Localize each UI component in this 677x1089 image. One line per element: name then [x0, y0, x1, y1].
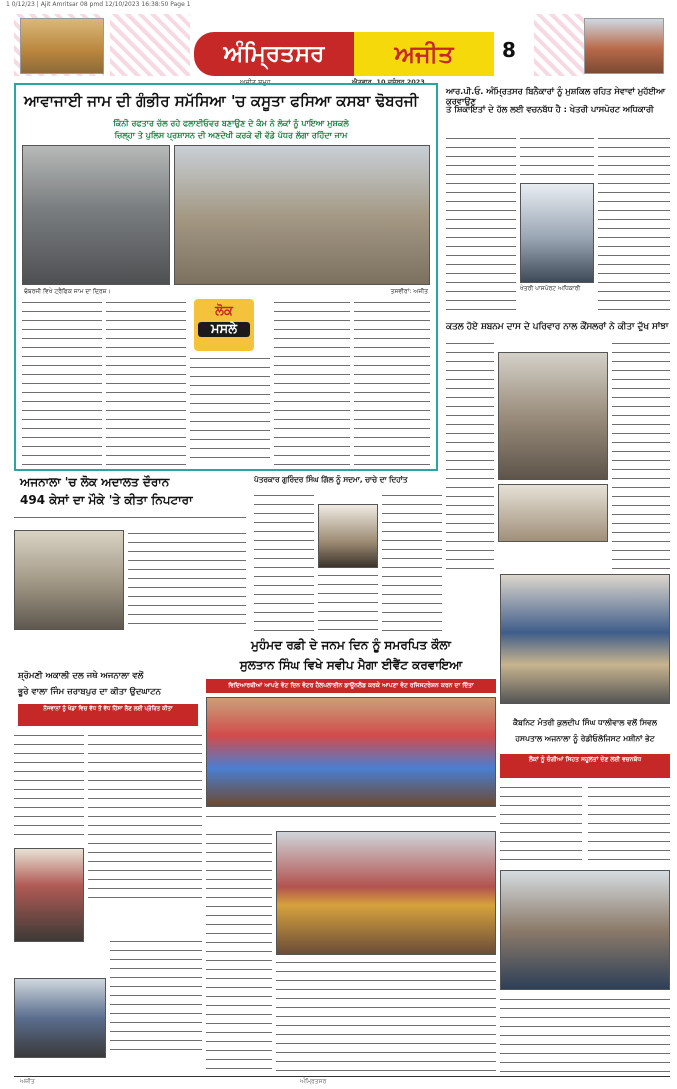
story-hospital-machines — [500, 574, 670, 1078]
story1-column-5 — [354, 299, 430, 465]
story2-column-3 — [598, 135, 670, 313]
story1-headline: ਆਵਾਜਾਈ ਜਾਮ ਦੀ ਗੰਭੀਰ ਸਮੱਸਿਆ 'ਚ ਕਸੂਤਾ ਫਸਿਆ ਕਸਬਾ ਢੋਬਰਜੀ — [24, 92, 419, 110]
story4-headline-1: ਅਜਨਾਲਾ 'ਚ ਲੋਕ ਅਦਾਲਤ ਦੌਰਾਨ — [20, 475, 170, 489]
story3-column-1 — [446, 340, 494, 480]
hospital-photo — [500, 574, 670, 704]
sveep-performers-photo — [276, 831, 496, 955]
obituary-photo — [318, 504, 378, 568]
story8-column-2 — [588, 784, 670, 864]
story6-column-2 — [276, 959, 496, 1075]
story8-column-1 — [500, 784, 582, 864]
story1-subhead-2: ਜ਼ਿਲ੍ਹਾ ਤੇ ਪੁਲਿਸ ਪ੍ਰਸ਼ਾਸਨ ਦੀ ਅਣਦੇਖੀ ਕਰਕੇ ਵੀ ਵੱਡੇ ਪੱਧਰ ਲੱਗਾ ਰਹਿੰਦਾ ਜਾਮ — [114, 131, 348, 140]
story8-headline-2: ਹਸਪਤਾਲ ਅਜਨਾਲਾ ਨੂੰ ਰੇਡੀਓਲੋਜਿਸਟ ਮਸ਼ੀਨਾਂ ਭੇਟ — [515, 734, 655, 743]
story5-column-3 — [382, 492, 442, 632]
story1-credit: ਤਸਵੀਰਾਂ: ਅਜੀਤ — [390, 288, 428, 295]
story6-headline-1: ਮੁਹੰਮਦ ਰਫ਼ੀ ਦੇ ਜਨਮ ਦਿਨ ਨੂੰ ਸਮਰਪਿਤ ਕੌਲਾ — [251, 638, 451, 652]
hospital-staff-photo — [500, 870, 670, 990]
masthead — [194, 32, 494, 76]
story1-column-1 — [22, 299, 102, 465]
officer-photo — [520, 183, 594, 283]
story2-column-2 — [520, 135, 594, 179]
story1-column-2 — [106, 299, 186, 465]
gym-photo-2 — [14, 978, 106, 1058]
footer-left: ਅਜੀਤ — [20, 1078, 35, 1085]
story8-headline-1: ਕੈਬਨਿਟ ਮੰਤਰੀ ਕੁਲਦੀਪ ਸਿੰਘ ਧਾਲੀਵਾਲ ਵਲੋਂ ਸਿਵਲ — [512, 718, 658, 727]
story7-column-3 — [110, 938, 202, 1058]
story1-column-4 — [274, 299, 350, 465]
story1-column-3 — [190, 355, 270, 465]
story3-headline: ਕਤਲ ਹੋਏ ਸ਼ਬਨਮ ਦਾਸ ਦੇ ਪਰਿਵਾਰ ਨਾਲ ਕੌਂਸਲਰਾਂ ਨੇ ਕੀਤਾ ਦੁੱਖ ਸਾਂਝਾ — [446, 322, 669, 332]
condolence-photo — [498, 352, 608, 480]
lok-adalat-photo — [14, 530, 124, 630]
story2-column-1 — [446, 135, 516, 313]
lok-masle-badge — [194, 299, 254, 351]
page-number: 8 — [502, 38, 516, 62]
story7-column-1 — [14, 732, 84, 840]
story6-headline-2: ਸੁਲਤਾਨ ਸਿੰਘ ਵਿਖੇ ਸਵੀਪ ਮੈਗਾ ਈਵੈਂਟ ਕਰਵਾਇਆ — [239, 658, 463, 672]
story8-caption — [500, 707, 670, 715]
story8-redbar: ਲੋਕਾਂ ਨੂੰ ਚੰਗੀਆਂ ਸਿਹਤ ਸਹੂਲਤਾਂ ਦੇਣ ਲਈ ਵਚਨਬੱਧ — [500, 754, 670, 778]
story5-column-2 — [318, 572, 378, 632]
masthead-name: ਅਜੀਤ — [354, 32, 494, 76]
badge-top-text: ਲੋਕ — [215, 304, 233, 319]
header-pattern-left2 — [110, 14, 190, 76]
story-gym-inauguration — [14, 638, 202, 1078]
page-header — [14, 14, 664, 86]
footer-rule — [14, 1076, 670, 1077]
story2-headline-2: ਤੇ ਸ਼ਿਕਾਇਤਾਂ ਦੇ ਹੱਲ ਲਈ ਵਚਨਬੱਧ ਹੈ : ਖੇਤਰੀ ਪਾਸਪੋਰਟ ਅਧਿਕਾਰੀ — [446, 104, 654, 114]
traffic-photo-2 — [174, 145, 430, 285]
story5-headline: ਪੱਤਰਕਾਰ ਗੁਰਿੰਦਰ ਸਿੰਘ ਗਿੱਲ ਨੂੰ ਸਦਮਾ, ਚਾਚੇ ਦਾ ਦਿਹਾਂਤ — [254, 475, 408, 484]
story7-headline-2: ਭੂਰੇ ਵਾਲਾ ਜਿੰਮ ਜ਼ਰਾਬਪੁਰ ਦਾ ਕੀਤਾ ਉਦਘਾਟਨ — [18, 687, 161, 697]
story5-column-1 — [254, 492, 314, 632]
traffic-photo-1 — [22, 145, 170, 285]
story2-headline-1: ਆਰ.ਪੀ.ਓ. ਅੰਮ੍ਰਿਤਸਰ ਬਿਨੈਕਾਰਾਂ ਨੂੰ ਮੁਸ਼ਕਿਲ ਰਹਿਤ ਸੇਵਾਵਾਂ ਮੁਹੱਈਆ ਕਰਵਾਉਣ — [446, 86, 666, 106]
story-condolence — [446, 322, 670, 572]
story-passport-office — [446, 83, 670, 318]
story-sveep-event — [206, 637, 496, 1077]
story6-column-1 — [206, 831, 272, 1075]
masthead-sub: ਅਜੀਤ ਸਮੂਹ — [240, 78, 271, 86]
heritage-building-image — [584, 18, 664, 74]
story8-column-3 — [500, 996, 670, 1072]
story-traffic-jam — [14, 83, 438, 471]
badge-bottom-text: ਮਸਲੇ — [198, 322, 250, 337]
story4-dateline — [14, 514, 246, 526]
story7-headline-1: ਸ਼੍ਰੋਮਣੀ ਅਕਾਲੀ ਦਲ ਜਥੇ ਅਜਨਾਲਾ ਵਲੋਂ — [18, 671, 144, 681]
sveep-group-photo — [206, 697, 496, 807]
gym-photo-1 — [14, 848, 84, 942]
story2-caption: ਖੇਤਰੀ ਪਾਸਪੋਰਟ ਅਧਿਕਾਰੀ — [520, 285, 581, 292]
story1-caption: ਢੋਬਰਜੀ ਵਿਖੇ ਟ੍ਰੈਫਿਕ ਜਾਮ ਦਾ ਦ੍ਰਿਸ਼। — [24, 288, 111, 295]
footer-center: ਅੰਮ੍ਰਿਤਸਰ — [300, 1078, 327, 1085]
story3-column-3 — [446, 484, 494, 570]
golden-temple-image — [20, 18, 104, 74]
story7-column-2 — [88, 732, 202, 906]
story1-subhead-1: ਕਿੰਨੀ ਰਫਤਾਰ ਚੱਲ ਰਹੇ ਫਲਾਈਓਵਰ ਬਣਾਉਣ ਦੇ ਕੰਮ ਨੇ ਲੋਕਾਂ ਨੂੰ ਪਾਇਆ ਮੁਸ਼ਕਲੇ — [113, 119, 349, 128]
story6-caption-line — [206, 813, 496, 825]
print-slug: 1 0/12/23 | Ajit Amritsar 08 pmd 12/10/2023 16:38:50 Page 1 — [6, 1, 191, 8]
story4-column — [128, 530, 246, 630]
story7-redbar: ਨੌਜਵਾਨਾਂ ਨੂੰ ਖੇਡਾਂ ਵਿਚ ਵੱਧ ਤੋਂ ਵੱਧ ਹਿੱਸਾ ਲੈਣ ਲਈ ਪ੍ਰੇਰਿਤ ਕੀਤਾ — [18, 704, 198, 726]
issue-date: ਐਤਵਾਰ, 10 ਦਸੰਬਰ 2023 — [352, 78, 425, 86]
story3-column-2 — [612, 340, 670, 570]
story-obituary — [254, 474, 442, 634]
story6-redbar: ਵਿਦਿਆਰਥੀਆਂ ਆਪਣੇ ਵੋਟ ਦਿਨ ਵੋਟਰ ਹੈਲਪਲਾਈਨ ਡਾਊਨਲੋਡ ਕਰਕੇ ਆਪਣਾ ਵੋਟ ਰਜਿਸਟਰੇਸ਼ਨ ਕਰਨ ਦਾ ਦਿੱਤਾ — [206, 679, 496, 693]
story4-headline-2: 494 ਕੇਸਾਂ ਦਾ ਮੌਕੇ 'ਤੇ ਕੀਤਾ ਨਿਪਟਾਰਾ — [20, 493, 193, 507]
condolence-photo-2 — [498, 484, 608, 542]
masthead-city: ਅੰਮ੍ਰਿਤਸਰ — [194, 32, 354, 76]
story-lok-adalat — [14, 474, 246, 634]
header-pattern-right — [534, 14, 584, 76]
